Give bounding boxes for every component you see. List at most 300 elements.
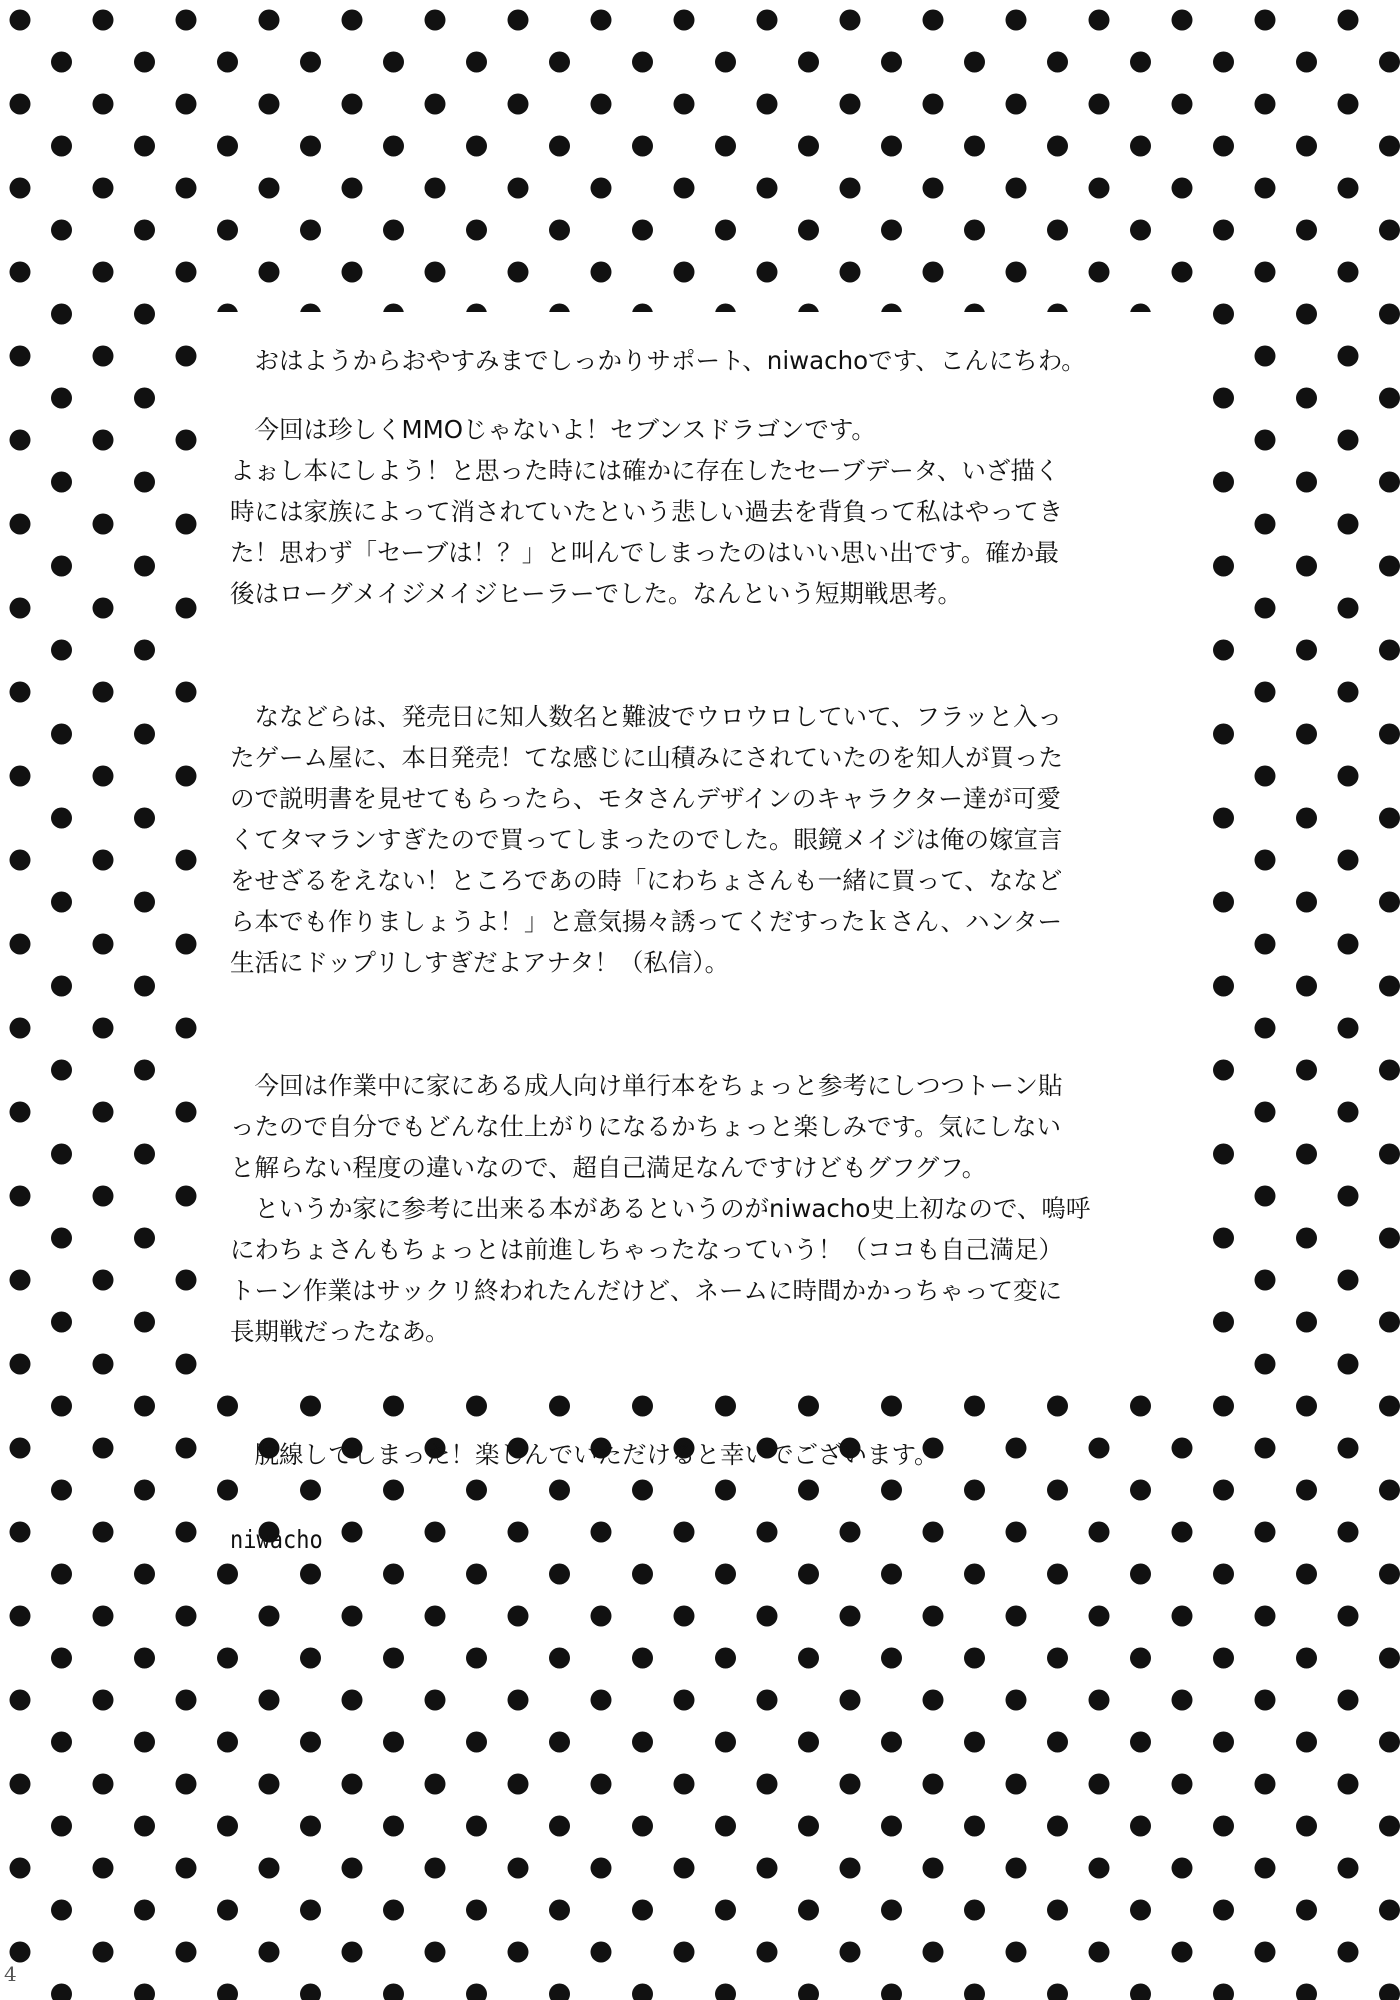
- polka-dot: [134, 1228, 155, 1249]
- polka-dot: [1172, 1858, 1193, 1879]
- polka-dot: [10, 1774, 31, 1795]
- polka-dot: [1213, 304, 1234, 325]
- polka-dot: [1213, 1900, 1234, 1921]
- polka-dot: [674, 178, 695, 199]
- polka-dot: [1089, 94, 1110, 115]
- polka-dot: [632, 1816, 653, 1837]
- polka-dot: [259, 1858, 280, 1879]
- polka-dot: [1338, 1606, 1359, 1627]
- polka-dot: [1379, 892, 1400, 913]
- polka-dot: [1047, 1732, 1068, 1753]
- polka-dot: [259, 1942, 280, 1963]
- polka-dot: [176, 10, 197, 31]
- polka-dot: [93, 1606, 114, 1627]
- polka-dot: [176, 1858, 197, 1879]
- polka-dot: [1296, 1900, 1317, 1921]
- polka-dot: [549, 52, 570, 73]
- polka-dot: [466, 1564, 487, 1585]
- polka-dot: [1338, 430, 1359, 451]
- polka-dot: [1379, 1144, 1400, 1165]
- polka-dot: [964, 1648, 985, 1669]
- polka-dot: [217, 52, 238, 73]
- polka-dot: [51, 1984, 72, 2000]
- polka-dot: [964, 1732, 985, 1753]
- polka-dot: [1213, 1312, 1234, 1333]
- polka-dot: [217, 1984, 238, 2000]
- polka-dot: [10, 1438, 31, 1459]
- text-line: くてタマランすぎたので買ってしまったのでした。眼鏡メイジは俺の嫁宣言: [230, 825, 1063, 854]
- polka-dot: [134, 1984, 155, 2000]
- polka-dot: [508, 1606, 529, 1627]
- polka-dot: [1255, 1438, 1276, 1459]
- polka-dot: [1296, 1060, 1317, 1081]
- polka-dot: [549, 1732, 570, 1753]
- polka-dot: [1296, 1732, 1317, 1753]
- polka-dot: [383, 52, 404, 73]
- text-line: にわちょさんもちょっとは前進しちゃったなっていう！（ココも自己満足）: [230, 1235, 1063, 1264]
- polka-dot: [10, 1018, 31, 1039]
- polka-dot: [425, 1858, 446, 1879]
- polka-dot: [1047, 1900, 1068, 1921]
- polka-dot: [51, 1648, 72, 1669]
- polka-dot: [1089, 1858, 1110, 1879]
- polka-dot: [1338, 934, 1359, 955]
- polka-dot: [1172, 178, 1193, 199]
- page-number: 4: [4, 1962, 17, 1986]
- polka-dot: [466, 1732, 487, 1753]
- polka-dot: [1006, 262, 1027, 283]
- polka-dot: [1379, 640, 1400, 661]
- polka-dot: [93, 682, 114, 703]
- polka-dot: [93, 1942, 114, 1963]
- polka-dot: [1089, 10, 1110, 31]
- polka-dot: [1296, 1648, 1317, 1669]
- polka-dot: [1296, 1144, 1317, 1165]
- polka-dot: [93, 1774, 114, 1795]
- polka-dot: [1255, 1690, 1276, 1711]
- polka-dot: [1213, 472, 1234, 493]
- polka-dot: [757, 178, 778, 199]
- polka-dot: [93, 598, 114, 619]
- polka-dot: [217, 1648, 238, 1669]
- polka-dot: [10, 262, 31, 283]
- polka-dot: [425, 10, 446, 31]
- polka-dot: [964, 52, 985, 73]
- polka-dot: [674, 1942, 695, 1963]
- polka-dot: [1379, 1648, 1400, 1669]
- polka-dot: [466, 1900, 487, 1921]
- polka-dot: [1296, 52, 1317, 73]
- polka-dot: [176, 1102, 197, 1123]
- polka-dot: [632, 1732, 653, 1753]
- polka-dot: [881, 1732, 902, 1753]
- polka-dot: [51, 1144, 72, 1165]
- text-line: 今回は作業中に家にある成人向け単行本をちょっと参考にしつつトーン貼: [230, 1071, 1063, 1100]
- polka-dot: [1338, 766, 1359, 787]
- text-line: おはようからおやすみまでしっかりサポート、niwachoです、こんにちわ。: [230, 346, 1086, 375]
- polka-dot: [1172, 1774, 1193, 1795]
- polka-dot: [1255, 1942, 1276, 1963]
- polka-dot: [51, 388, 72, 409]
- polka-dot: [176, 1186, 197, 1207]
- polka-dot: [10, 1354, 31, 1375]
- polka-dot: [466, 136, 487, 157]
- polka-dot: [508, 1690, 529, 1711]
- polka-dot: [881, 52, 902, 73]
- polka-dot: [591, 1606, 612, 1627]
- polka-dot: [425, 1942, 446, 1963]
- polka-dot: [674, 262, 695, 283]
- polka-dot: [715, 220, 736, 241]
- polka-dot: [1379, 1228, 1400, 1249]
- polka-dot: [93, 1186, 114, 1207]
- polka-dot: [632, 1984, 653, 2000]
- polka-dot: [1213, 1480, 1234, 1501]
- polka-dot: [176, 262, 197, 283]
- polka-dot: [176, 346, 197, 367]
- polka-dot: [1296, 472, 1317, 493]
- polka-dot: [259, 10, 280, 31]
- polka-dot: [259, 94, 280, 115]
- polka-dot: [259, 1690, 280, 1711]
- polka-dot: [1296, 1816, 1317, 1837]
- polka-dot: [1379, 1060, 1400, 1081]
- polka-dot: [1255, 766, 1276, 787]
- polka-dot: [1006, 1774, 1027, 1795]
- polka-dot: [1213, 892, 1234, 913]
- polka-dot: [51, 1312, 72, 1333]
- polka-dot: [466, 220, 487, 241]
- polka-dot: [1006, 94, 1027, 115]
- polka-dot: [508, 262, 529, 283]
- author-signature: niwacho: [230, 1526, 323, 1555]
- text-line: と解らない程度の違いなので、超自己満足なんですけどもグフグフ。: [230, 1153, 987, 1182]
- polka-dot: [10, 598, 31, 619]
- polka-dot: [1338, 1102, 1359, 1123]
- polka-dot: [1255, 94, 1276, 115]
- polka-dot: [715, 1900, 736, 1921]
- polka-dot: [1213, 640, 1234, 661]
- polka-dot: [1213, 976, 1234, 997]
- polka-dot: [93, 430, 114, 451]
- polka-dot: [1255, 1186, 1276, 1207]
- polka-dot: [1338, 1522, 1359, 1543]
- polka-dot: [1379, 1480, 1400, 1501]
- polka-dot: [923, 1774, 944, 1795]
- polka-dot: [217, 1900, 238, 1921]
- text-line: 後はローグメイジメイジヒーラーでした。なんという短期戦思考。: [230, 579, 963, 608]
- polka-dot: [964, 1984, 985, 2000]
- polka-dot: [1089, 262, 1110, 283]
- polka-dot: [964, 220, 985, 241]
- polka-dot: [300, 1732, 321, 1753]
- polka-dot: [1130, 220, 1151, 241]
- polka-dot: [632, 136, 653, 157]
- polka-dot: [508, 178, 529, 199]
- polka-dot: [1296, 1564, 1317, 1585]
- polka-dot: [1296, 136, 1317, 157]
- polka-dot: [1089, 1942, 1110, 1963]
- polka-dot: [10, 1942, 31, 1963]
- polka-dot: [342, 1690, 363, 1711]
- polka-dot: [1130, 1984, 1151, 2000]
- text-line: ったので自分でもどんな仕上がりになるかちょっと楽しみです。気にしない: [230, 1112, 1062, 1141]
- polka-dot: [964, 1900, 985, 1921]
- polka-dot: [1296, 556, 1317, 577]
- polka-dot: [715, 1648, 736, 1669]
- polka-dot: [1213, 1564, 1234, 1585]
- polka-dot: [1213, 1732, 1234, 1753]
- polka-dot: [632, 52, 653, 73]
- polka-dot: [300, 1648, 321, 1669]
- polka-dot: [1379, 52, 1400, 73]
- polka-dot: [10, 430, 31, 451]
- polka-dot: [383, 1984, 404, 2000]
- polka-dot: [1255, 10, 1276, 31]
- text-line: 時には家族によって消されていたという悲しい過去を背負って私はやってき: [230, 497, 1063, 526]
- polka-dot: [1296, 976, 1317, 997]
- text-line: ので説明書を見せてもらったら、モタさんデザインのキャラクター達が可愛: [230, 784, 1061, 813]
- polka-dot: [923, 1942, 944, 1963]
- polka-dot: [798, 52, 819, 73]
- polka-dot: [93, 1270, 114, 1291]
- polka-dot: [1006, 178, 1027, 199]
- polka-dot: [549, 1816, 570, 1837]
- polka-dot: [134, 1060, 155, 1081]
- polka-dot: [1255, 178, 1276, 199]
- polka-dot: [134, 1312, 155, 1333]
- polka-dot: [840, 1858, 861, 1879]
- polka-dot: [840, 94, 861, 115]
- polka-dot: [1338, 1018, 1359, 1039]
- polka-dot: [93, 850, 114, 871]
- polka-dot: [1172, 1606, 1193, 1627]
- text-line: ななどらは、発売日に知人数名と難波でウロウロしていて、フラッと入っ: [230, 702, 1063, 731]
- polka-dot: [93, 94, 114, 115]
- polka-dot: [134, 304, 155, 325]
- polka-dot: [881, 1564, 902, 1585]
- polka-dot: [10, 1606, 31, 1627]
- polka-dot: [840, 1606, 861, 1627]
- polka-dot: [715, 136, 736, 157]
- polka-dot: [10, 94, 31, 115]
- polka-dot: [881, 1984, 902, 2000]
- polka-dot: [1006, 1606, 1027, 1627]
- polka-dot: [632, 1900, 653, 1921]
- polka-dot: [549, 1648, 570, 1669]
- polka-dot: [1338, 1186, 1359, 1207]
- polka-dot: [1379, 1312, 1400, 1333]
- polka-dot: [176, 766, 197, 787]
- polka-dot: [134, 472, 155, 493]
- polka-dot: [1213, 724, 1234, 745]
- polka-dot: [425, 94, 446, 115]
- polka-dot: [93, 1018, 114, 1039]
- polka-dot: [1255, 514, 1276, 535]
- polka-dot: [1338, 1690, 1359, 1711]
- polka-dot: [134, 1480, 155, 1501]
- polka-dot: [1338, 262, 1359, 283]
- polka-dot: [93, 10, 114, 31]
- polka-dot: [425, 1606, 446, 1627]
- text-line: というか家に参考に出来る本があるというのがniwacho史上初なので、嗚呼: [230, 1194, 1091, 1223]
- polka-dot: [1255, 346, 1276, 367]
- polka-dot: [1296, 1312, 1317, 1333]
- polka-dot: [300, 136, 321, 157]
- polka-dot: [342, 10, 363, 31]
- polka-dot: [881, 1648, 902, 1669]
- polka-dot: [1296, 640, 1317, 661]
- polka-dot: [1296, 388, 1317, 409]
- polka-dot: [1130, 1564, 1151, 1585]
- polka-dot: [1213, 1060, 1234, 1081]
- polka-dot: [134, 808, 155, 829]
- polka-dot: [176, 430, 197, 451]
- polka-dot: [10, 934, 31, 955]
- polka-dot: [1006, 1690, 1027, 1711]
- polka-dot: [93, 514, 114, 535]
- polka-dot: [51, 892, 72, 913]
- polka-dot: [964, 1816, 985, 1837]
- polka-dot: [1130, 1732, 1151, 1753]
- polka-dot: [1089, 1774, 1110, 1795]
- polka-dot: [1255, 1858, 1276, 1879]
- polka-dot: [134, 388, 155, 409]
- polka-dot: [798, 1984, 819, 2000]
- polka-dot: [1379, 304, 1400, 325]
- polka-dot: [508, 1858, 529, 1879]
- polka-dot: [300, 220, 321, 241]
- polka-dot: [715, 1732, 736, 1753]
- polka-dot: [10, 10, 31, 31]
- polka-dot: [134, 976, 155, 997]
- polka-dot: [1379, 1984, 1400, 2000]
- polka-dot: [881, 220, 902, 241]
- polka-dot: [1089, 1690, 1110, 1711]
- polka-dot: [176, 1942, 197, 1963]
- polka-dot: [757, 262, 778, 283]
- polka-dot: [674, 94, 695, 115]
- polka-dot: [134, 556, 155, 577]
- polka-dot: [134, 1816, 155, 1837]
- text-line: よぉし本にしよう！と思った時には確かに存在したセーブデータ、いざ描く: [230, 456, 1060, 485]
- polka-dot: [715, 1816, 736, 1837]
- polka-dot: [591, 1690, 612, 1711]
- polka-dot: [383, 136, 404, 157]
- polka-dot: [51, 1228, 72, 1249]
- polka-dot: [549, 1900, 570, 1921]
- polka-dot: [840, 262, 861, 283]
- polka-dot: [1047, 136, 1068, 157]
- polka-dot: [176, 1774, 197, 1795]
- polka-dot: [1213, 1396, 1234, 1417]
- polka-dot: [1213, 1984, 1234, 2000]
- polka-dot: [757, 10, 778, 31]
- polka-dot: [51, 976, 72, 997]
- polka-dot: [176, 178, 197, 199]
- polka-dot: [798, 1900, 819, 1921]
- polka-dot: [757, 94, 778, 115]
- polka-dot: [1255, 1102, 1276, 1123]
- polka-dot: [425, 1690, 446, 1711]
- paragraph-greeting: [230, 340, 1190, 381]
- polka-dot: [466, 52, 487, 73]
- polka-dot: [176, 598, 197, 619]
- polka-dot: [134, 1396, 155, 1417]
- polka-dot: [1172, 10, 1193, 31]
- polka-dot: [1213, 808, 1234, 829]
- polka-dot: [1130, 52, 1151, 73]
- polka-dot: [591, 1774, 612, 1795]
- polka-dot: [383, 220, 404, 241]
- text-line: たゲーム屋に、本日発売！てな感じに山積みにされていたのを知人が買った: [230, 743, 1063, 772]
- polka-dot: [134, 1144, 155, 1165]
- polka-dot: [1338, 514, 1359, 535]
- polka-dot: [715, 1984, 736, 2000]
- polka-dot: [1379, 1816, 1400, 1837]
- paragraph-tone-work: [230, 1065, 1190, 1352]
- polka-dot: [1047, 1984, 1068, 2000]
- polka-dot: [1172, 1690, 1193, 1711]
- polka-dot: [93, 1690, 114, 1711]
- polka-dot: [10, 682, 31, 703]
- polka-dot: [549, 220, 570, 241]
- polka-dot: [798, 1648, 819, 1669]
- polka-dot: [840, 1774, 861, 1795]
- polka-dot: [383, 1900, 404, 1921]
- text-line: トーン作業はサックリ終われたんだけど、ネームに時間かかっちゃって変に: [230, 1276, 1063, 1305]
- text-line: をせざるをえない！ところであの時「にわちょさんも一緒に買って、ななど: [230, 866, 1063, 895]
- polka-dot: [1296, 220, 1317, 241]
- polka-dot: [51, 1816, 72, 1837]
- polka-dot: [798, 1732, 819, 1753]
- text-line: 長期戦だったなあ。: [230, 1317, 450, 1346]
- polka-dot: [549, 1564, 570, 1585]
- polka-dot: [10, 1270, 31, 1291]
- polka-dot: [259, 1774, 280, 1795]
- polka-dot: [176, 514, 197, 535]
- polka-dot: [176, 1018, 197, 1039]
- polka-dot: [342, 1858, 363, 1879]
- polka-dot: [632, 220, 653, 241]
- polka-dot: [10, 850, 31, 871]
- polka-dot: [1338, 1438, 1359, 1459]
- paragraph-purchase-story: [230, 696, 1190, 983]
- polka-dot: [591, 1942, 612, 1963]
- polka-dot: [10, 1102, 31, 1123]
- polka-dot: [300, 52, 321, 73]
- polka-dot: [383, 1564, 404, 1585]
- polka-dot: [1213, 1648, 1234, 1669]
- polka-dot: [840, 10, 861, 31]
- polka-dot: [1255, 682, 1276, 703]
- polka-dot: [1338, 1270, 1359, 1291]
- polka-dot: [1047, 220, 1068, 241]
- polka-dot: [51, 1060, 72, 1081]
- polka-dot: [1379, 220, 1400, 241]
- polka-dot: [300, 1984, 321, 2000]
- polka-dot: [1379, 808, 1400, 829]
- polka-dot: [881, 136, 902, 157]
- polka-dot: [176, 682, 197, 703]
- polka-dot: [1338, 1942, 1359, 1963]
- polka-dot: [1213, 136, 1234, 157]
- polka-dot: [1296, 1396, 1317, 1417]
- polka-dot: [1089, 178, 1110, 199]
- polka-dot: [674, 1690, 695, 1711]
- polka-dot: [1213, 1816, 1234, 1837]
- polka-dot: [51, 220, 72, 241]
